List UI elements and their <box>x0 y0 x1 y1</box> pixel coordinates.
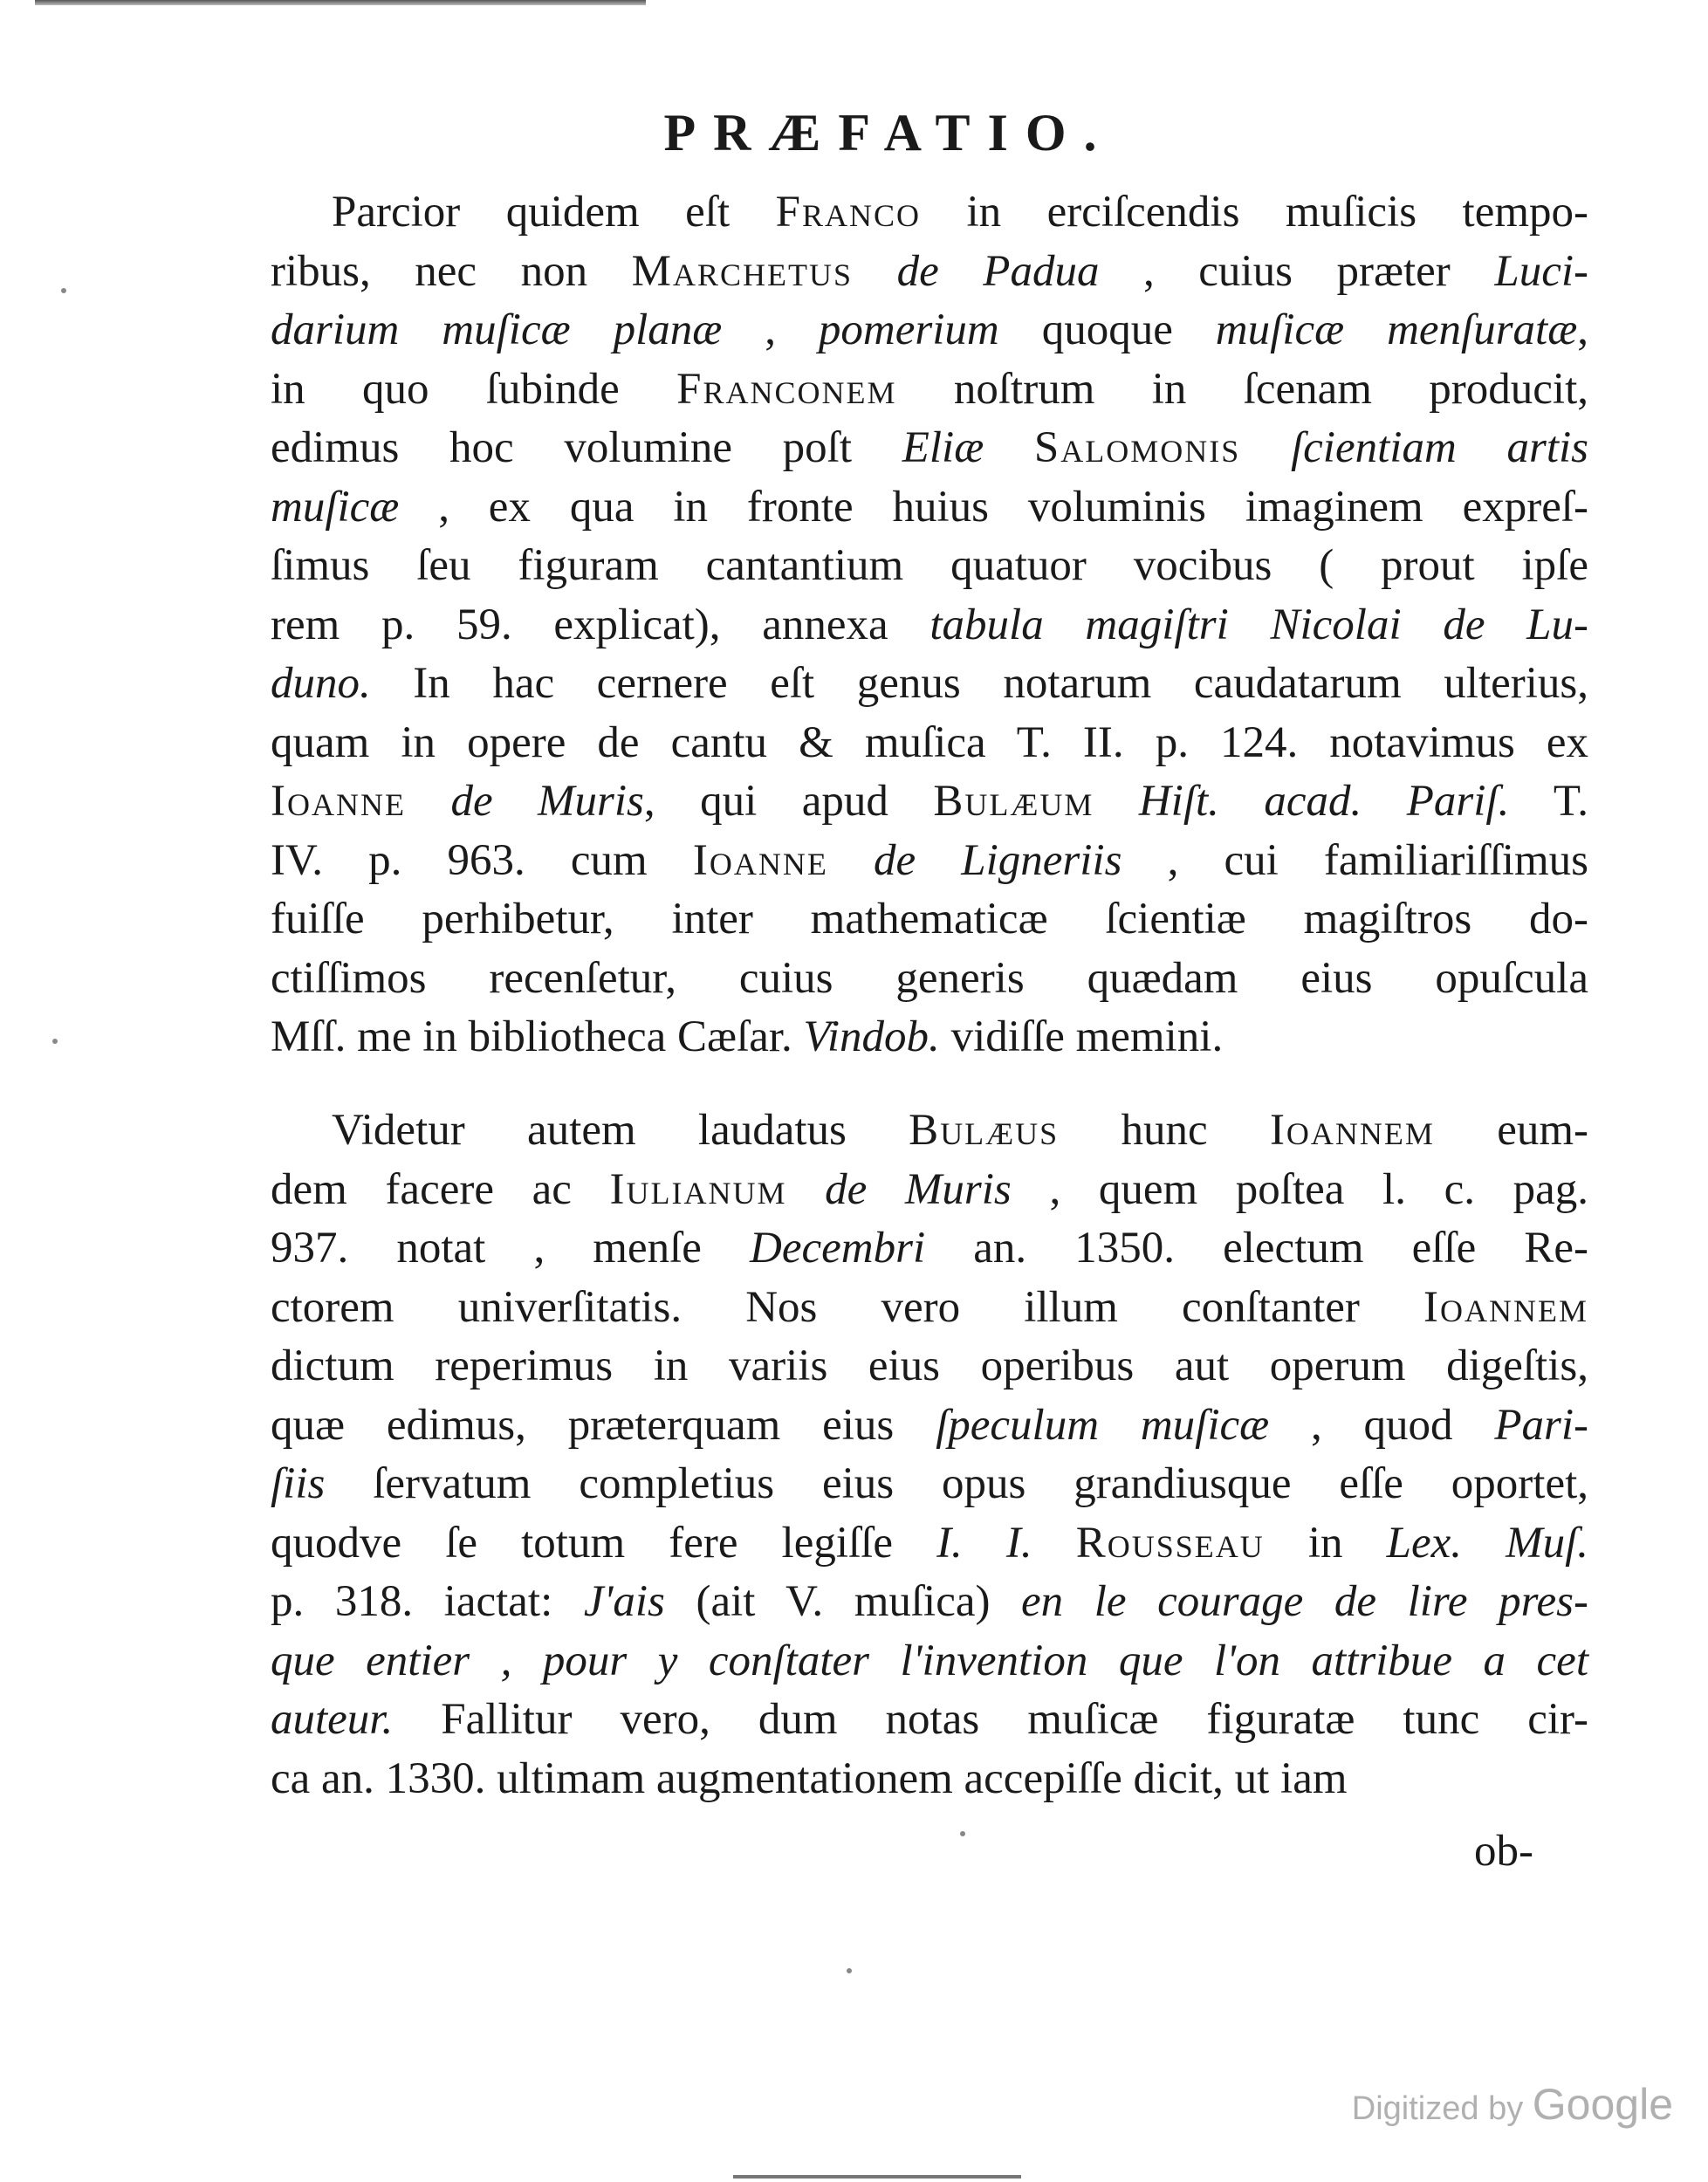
bottom-scan-rule <box>733 2175 1021 2179</box>
text-span <box>984 423 1034 472</box>
small-caps-name: Ioannem <box>1423 1282 1588 1332</box>
text-span <box>406 777 450 826</box>
text-line <box>271 183 1588 243</box>
text-span <box>787 1165 826 1214</box>
text-span: , quod <box>1269 1400 1495 1450</box>
text-span: eum- <box>1434 1106 1588 1155</box>
italic-text: I. I. <box>936 1518 1032 1568</box>
text-span: ctiſſimos recenſetur, cuius generis quædam eius opuſcula <box>271 953 1588 1003</box>
text-span <box>1240 423 1291 472</box>
italic-text: Luci- <box>1494 246 1588 296</box>
scan-speck <box>847 1968 852 1973</box>
small-caps-name: Ioanne <box>271 777 406 826</box>
text-line <box>271 714 1588 773</box>
paragraph-1 <box>271 183 1588 1067</box>
text-span: ribus, nec non <box>271 246 632 296</box>
text-span: , cui familiariſſimus <box>1122 835 1589 885</box>
scan-speck <box>960 1831 965 1836</box>
text-span: quoque <box>998 305 1216 354</box>
italic-text: Lex. Muſ. <box>1386 1518 1589 1568</box>
italic-text: pomerium <box>818 305 999 354</box>
text-span <box>853 247 897 296</box>
digitized-stamp <box>1352 2079 1673 2130</box>
small-caps-name: Iulianum <box>609 1164 787 1214</box>
text-span <box>1094 777 1138 826</box>
italic-text: Decembri <box>750 1224 926 1273</box>
italic-text: Pari- <box>1494 1400 1589 1450</box>
text-line <box>271 301 1588 360</box>
text-span: dem facere ac <box>271 1164 610 1214</box>
text-span: , qui apud <box>643 777 934 826</box>
text-line <box>271 1008 1588 1067</box>
italic-text: muſicæ menſuratæ <box>1215 305 1578 354</box>
text-span: ſervatum completius eius opus grandiusque eſſe oportet, <box>325 1459 1588 1508</box>
italic-text: ſcientiam artis <box>1291 423 1589 472</box>
text-line <box>271 1455 1588 1514</box>
text-line <box>271 1161 1588 1220</box>
text-line <box>271 950 1588 1009</box>
digitized-brand: Google <box>1532 2080 1673 2129</box>
text-line <box>271 772 1588 832</box>
text-span: Mſſ. me in bibliotheca Cæſar. <box>271 1012 804 1061</box>
italic-text: Eliæ <box>902 423 984 472</box>
text-span: fuiſſe perhibetur, inter mathematicæ ſcientiæ magiſtros do- <box>271 895 1588 943</box>
text-line <box>271 478 1588 538</box>
text-span: Fallitur vero, dum notas muſicæ figuratæ tunc cir- <box>393 1695 1588 1744</box>
text-line <box>271 1691 1588 1750</box>
text-span: p. 318. iactat: <box>271 1577 584 1626</box>
small-caps-name: Franconem <box>676 364 897 414</box>
text-span: In hac cernere eſt genus notarum caudatarum ulterius, <box>370 659 1588 708</box>
text-span: ca an. 1330. ultimam augmentationem accepiſſe dicit, ut iam <box>271 1753 1348 1803</box>
text-line <box>271 1573 1588 1632</box>
text-line <box>271 1219 1588 1279</box>
small-caps-name: Bulæum <box>933 777 1094 826</box>
italic-text: auteur. <box>271 1695 394 1744</box>
text-line <box>271 419 1588 478</box>
text-span: IV. p. 963. cum <box>271 835 693 885</box>
text-span: quæ edimus, præterquam eius <box>271 1400 936 1450</box>
text-line <box>271 360 1588 420</box>
text-span: T. <box>1509 777 1589 826</box>
text-span: vidiſſe memini. <box>939 1012 1224 1061</box>
italic-text: de Padua <box>896 246 1100 296</box>
text-span: quam in opere de cantu & muſica T. II. p. 124. notavimus ex <box>271 717 1588 767</box>
text-span: Videtur autem laudatus <box>332 1106 909 1155</box>
italic-text: darium muſicæ planæ <box>271 305 723 354</box>
italic-text: de Muris <box>450 777 644 826</box>
text-span: quodve ſe totum fere legiſſe <box>271 1518 937 1568</box>
text-line <box>271 1514 1588 1574</box>
text-line <box>271 655 1588 714</box>
italic-text: J'ais <box>583 1577 665 1626</box>
catchword: ob- <box>1474 1827 1533 1876</box>
text-line <box>271 537 1588 596</box>
italic-text: Vindob. <box>803 1012 940 1061</box>
text-span: , cuius præter <box>1099 246 1495 296</box>
digitized-prefix: Digitized by <box>1351 2090 1524 2127</box>
italic-text: de Muris <box>825 1164 1012 1214</box>
text-span: an. 1350. electum eſſe Re- <box>925 1224 1588 1273</box>
text-span: (ait V. muſica) <box>664 1577 1022 1626</box>
text-line <box>271 596 1588 655</box>
italic-text: en le courage de lire pres- <box>1021 1577 1588 1626</box>
text-span: rem p. 59. explicat), annexa <box>271 600 930 649</box>
small-caps-name: Salomonis <box>1033 423 1241 472</box>
scan-speck <box>52 1039 58 1044</box>
small-caps-name: Marchetus <box>631 246 854 296</box>
italic-text: que entier , pour y conſtater l'invention que l'on attribue a cet <box>271 1636 1588 1685</box>
text-span <box>1032 1519 1076 1568</box>
text-span: ſimus ſeu figuram cantantium quatuor vocibus ( prout ipſe <box>271 541 1588 590</box>
text-span: 937. notat , menſe <box>271 1224 751 1273</box>
italic-text: Hiſt. acad. Pariſ. <box>1138 777 1510 826</box>
text-span: in erciſcendis muſicis tempo- <box>920 188 1588 237</box>
text-span: noſtrum in ſcenam producit, <box>896 364 1588 414</box>
small-caps-name: Franco <box>775 188 921 237</box>
text-line <box>271 890 1588 950</box>
text-span: dictum reperimus in variis eius operibus aut operum digeſtis, <box>271 1341 1588 1390</box>
page-title: PRÆFATIO. <box>663 104 1115 161</box>
text-span: ctorem univerſitatis. Nos vero illum conſtanter <box>271 1282 1424 1332</box>
text-span: hunc <box>1059 1106 1270 1155</box>
italic-text: ſiis <box>271 1459 326 1508</box>
text-span: , ex qua in fronte huius voluminis imaginem expreſ- <box>399 482 1588 532</box>
small-caps-name: Ioannem <box>1269 1106 1435 1155</box>
italic-text: de Ligneriis <box>873 835 1122 885</box>
text-line <box>271 243 1588 302</box>
paragraph-2 <box>271 1101 1588 1808</box>
text-line <box>271 1337 1588 1396</box>
text-line <box>271 1632 1588 1691</box>
small-caps-name: Rousseau <box>1075 1518 1265 1568</box>
text-line <box>271 832 1588 891</box>
scan-speck <box>61 288 66 293</box>
small-caps-name: Ioanne <box>692 835 828 885</box>
text-line <box>271 1101 1588 1161</box>
italic-text: tabula magiſtri Nicolai de Lu- <box>929 600 1588 649</box>
text-span: , <box>722 305 819 354</box>
text-span: , <box>1577 305 1588 354</box>
text-line <box>271 1279 1588 1338</box>
italic-text: duno. <box>271 659 371 708</box>
text-span: in quo ſubinde <box>271 364 677 414</box>
italic-text: muſicæ <box>271 482 400 532</box>
text-span: Parcior quidem eſt <box>332 188 776 237</box>
text-span: edimus hoc volumine poſt <box>271 423 902 472</box>
small-caps-name: Bulæus <box>909 1106 1060 1155</box>
text-line <box>271 1396 1588 1456</box>
text-line <box>271 1750 1588 1809</box>
top-scan-rule <box>35 0 646 5</box>
text-span <box>828 836 874 885</box>
text-span: , quem poſtea l. c. pag. <box>1011 1164 1589 1214</box>
text-span: in <box>1264 1518 1387 1568</box>
italic-text: ſpeculum muſicæ <box>936 1400 1270 1450</box>
